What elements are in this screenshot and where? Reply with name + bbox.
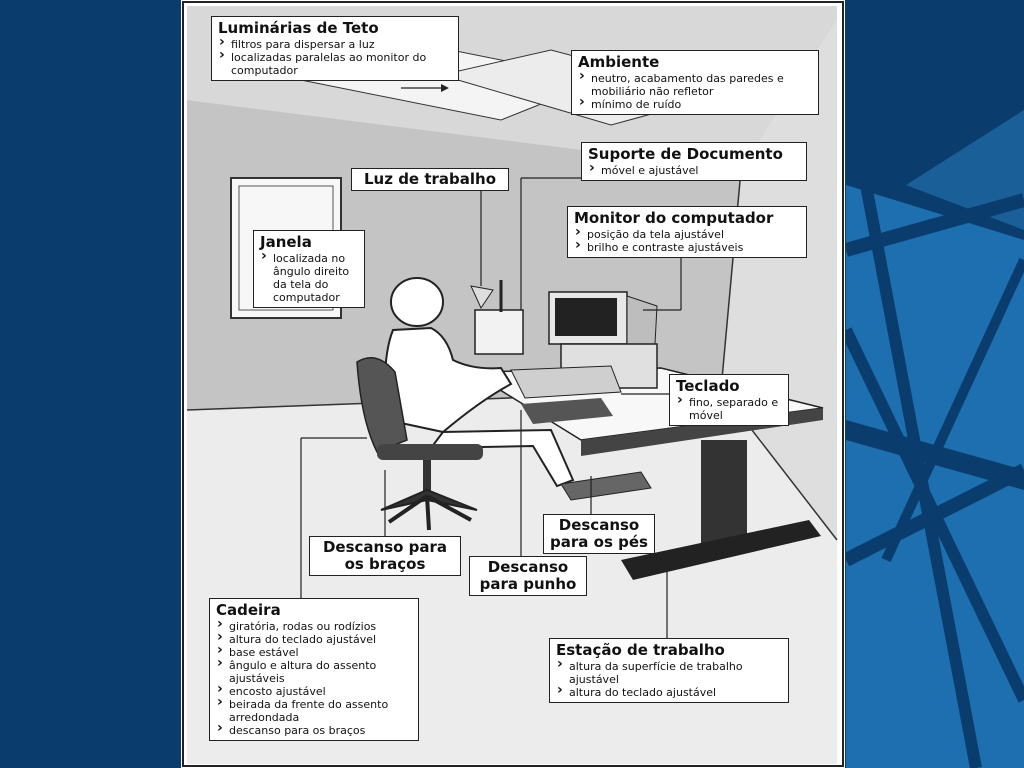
chair-item: › ângulo e altura do assento ajustáveis bbox=[216, 659, 412, 685]
document-holder-label bbox=[581, 142, 807, 181]
window-label bbox=[253, 230, 365, 308]
monitor-item: › brilho e contraste ajustáveis bbox=[574, 241, 800, 254]
environment-label bbox=[571, 50, 819, 115]
right-background-graphic bbox=[846, 0, 1024, 768]
armrest-label: Descanso para os braços bbox=[309, 536, 461, 576]
geometric-decoration bbox=[846, 0, 1024, 768]
workstation-item: › altura da superfície de trabalho ajustável bbox=[556, 660, 782, 686]
task-light-label: Luz de trabalho bbox=[351, 168, 509, 191]
chair-title: Cadeira bbox=[216, 601, 281, 619]
keyboard-label bbox=[669, 374, 789, 426]
keyboard-title: Teclado bbox=[676, 377, 740, 395]
keyboard-item: › fino, separado e móvel bbox=[676, 396, 782, 422]
ceiling-lights-item: › filtros para dispersar a luz bbox=[218, 38, 452, 51]
window-title: Janela bbox=[260, 233, 312, 251]
chair-item: › descanso para os braços bbox=[216, 724, 412, 737]
wrist-rest-label: Descanso para punho bbox=[469, 556, 587, 596]
chair-label bbox=[209, 598, 419, 741]
monitor-title: Monitor do computador bbox=[574, 209, 774, 227]
monitor-label bbox=[567, 206, 807, 258]
footrest-label: Descanso para os pés bbox=[543, 514, 655, 554]
environment-item: › mínimo de ruído bbox=[578, 98, 812, 111]
ceiling-lights-label bbox=[211, 16, 459, 81]
ceiling-lights-title: Luminárias de Teto bbox=[218, 19, 379, 37]
chair-item: › base estável bbox=[216, 646, 412, 659]
workstation-title: Estação de trabalho bbox=[556, 641, 725, 659]
document-holder-item: › móvel e ajustável bbox=[588, 164, 800, 177]
workstation-label bbox=[549, 638, 789, 703]
ceiling-lights-item: › localizadas paralelas ao monitor do computador bbox=[218, 51, 452, 77]
workstation-item: › altura do teclado ajustável bbox=[556, 686, 782, 699]
environment-title: Ambiente bbox=[578, 53, 660, 71]
left-background bbox=[0, 0, 180, 768]
document-holder-title: Suporte de Documento bbox=[588, 145, 783, 163]
window-item: › localizada no ângulo direito da tela do computador bbox=[260, 252, 358, 304]
chair-item: › altura do teclado ajustável bbox=[216, 633, 412, 646]
chair-item: › giratória, rodas ou rodízios bbox=[216, 620, 412, 633]
ergonomics-illustration bbox=[181, 0, 845, 768]
environment-item: › neutro, acabamento das paredes e mobiliário não refletor bbox=[578, 72, 812, 98]
chair-item: › beirada da frente do assento arredondada bbox=[216, 698, 412, 724]
monitor-item: › posição da tela ajustável bbox=[574, 228, 800, 241]
chair-item: › encosto ajustável bbox=[216, 685, 412, 698]
